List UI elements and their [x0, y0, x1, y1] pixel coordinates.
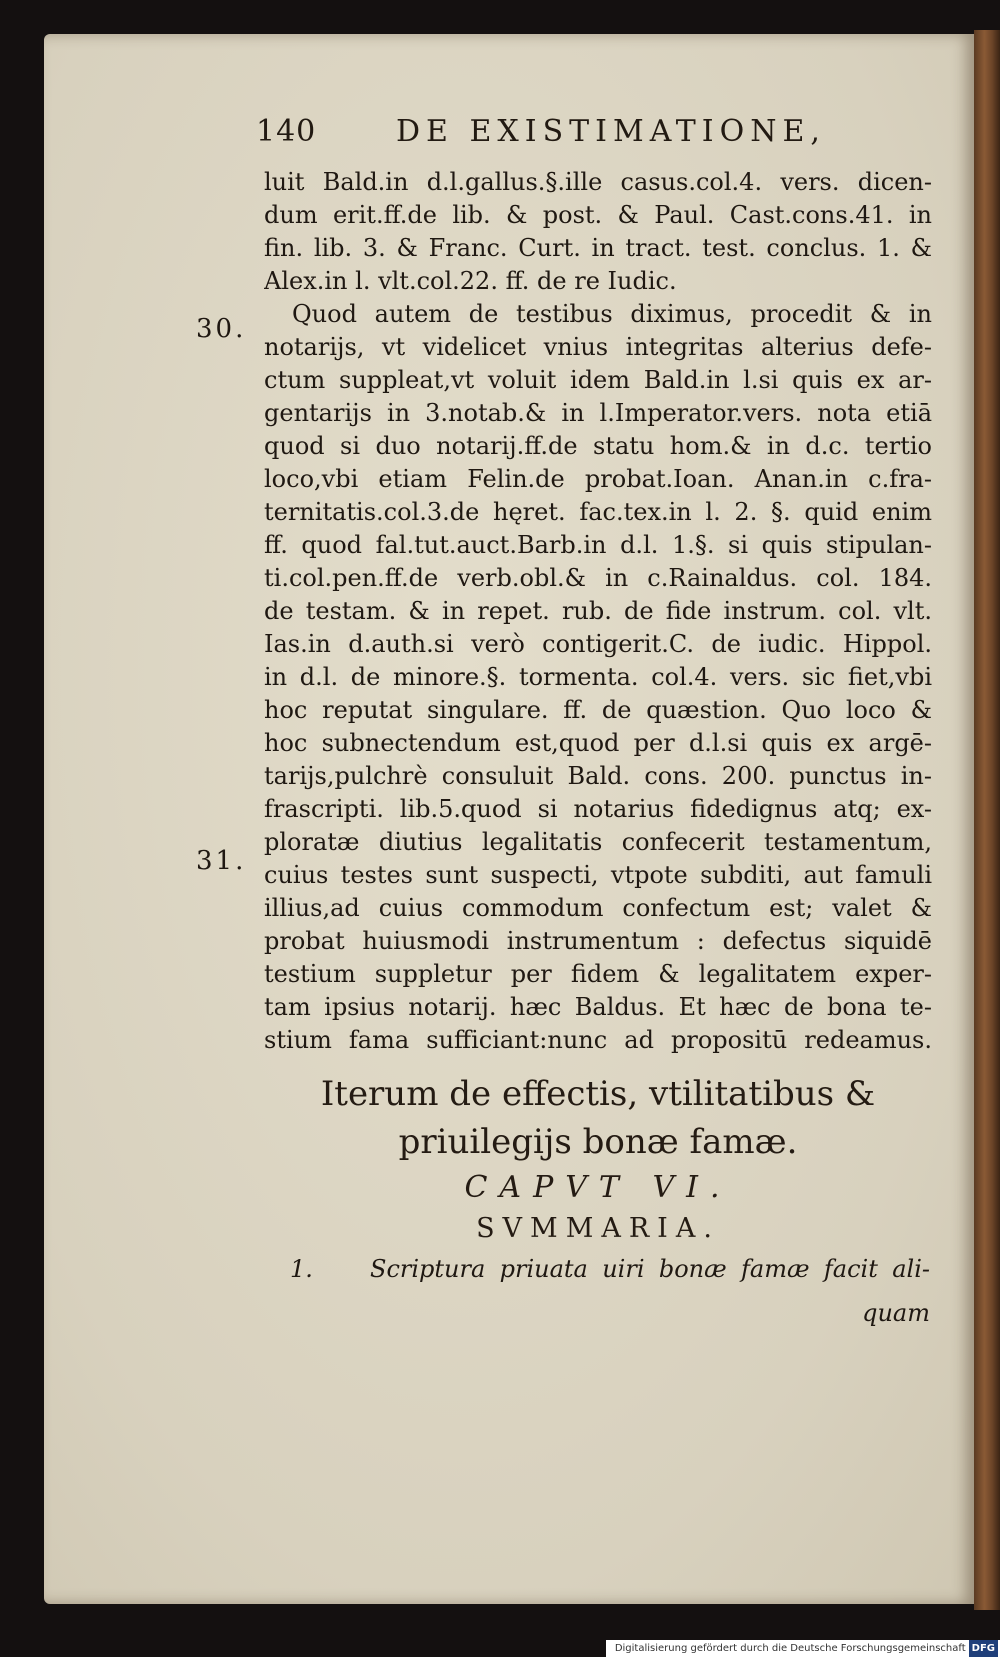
text-line: luit Bald.in d.l.gallus.§.ille casus.col.4. vers. dicen-: [264, 168, 932, 196]
text-line: de testam. & in repet. rub. de fide instrum. col. vlt.: [264, 597, 932, 625]
text-line: stium fama sufficiant:nunc ad propositū redeamus.: [264, 1026, 932, 1054]
text-line: quod si duo notarij.ff.de statu hom.& in d.c. tertio: [264, 432, 932, 460]
footer-credit: [606, 1640, 1000, 1657]
chapter-heading: [264, 1070, 932, 1166]
text-line: frascripti. lib.5.quod si notarius fidedignus atq; ex-: [264, 795, 932, 823]
dfg-logo-icon: DFG: [969, 1640, 998, 1657]
text-line: Quod autem de testibus diximus, procedit & in: [292, 300, 932, 328]
running-title: DE EXISTIMATIONE,: [396, 114, 826, 149]
chapter-heading-line: Iterum de effectis, vtilitatibus &: [320, 1074, 876, 1114]
text-line: fin. lib. 3. & Franc. Curt. in tract. test. conclus. 1. &: [264, 234, 932, 262]
chapter-heading-line: priuilegijs bonæ famæ.: [398, 1122, 798, 1162]
text-line: in d.l. de minore.§. tormenta. col.4. vers. sic fiet,vbi: [264, 663, 932, 691]
margin-number-31: 31.: [196, 846, 247, 876]
page-header: [256, 114, 856, 160]
text-line: loco,vbi etiam Felin.de probat.Ioan. Anan.in c.fra-: [264, 465, 932, 493]
chapter-number: CAPVT VI.: [464, 1170, 732, 1205]
text-line: notarijs, vt videlicet vnius integritas alterius defe-: [264, 333, 932, 361]
summaria-title: SVMMARIA.: [476, 1213, 720, 1244]
text-line: tarijs,pulchrè consuluit Bald. cons. 200. punctus in-: [264, 762, 932, 790]
text-line: probat huiusmodi instrumentum : defectus siquidē: [264, 927, 932, 955]
text-line: hoc reputat singulare. ff. de quæstion. Quo loco &: [264, 696, 932, 724]
text-line: cuius testes sunt suspecti, vtpote subditi, aut famuli: [264, 861, 932, 889]
text-line: testium suppletur per fidem & legalitatem exper-: [264, 960, 932, 988]
footer-credit-text: Digitalisierung gefördert durch die Deutsche Forschungsgemeinschaft: [614, 1643, 966, 1654]
summary-text: Scriptura priuata uiri bonæ famæ facit ali-: [370, 1255, 930, 1283]
text-line: ti.col.pen.ff.de verb.obl.& in c.Rainaldus. col. 184.: [264, 564, 932, 592]
text-line: illius,ad cuius commodum confectum est; valet &: [264, 894, 932, 922]
text-line: ternitatis.col.3.de hęret. fac.tex.in l. 2. §. quid enim: [264, 498, 932, 526]
page-number: 140: [256, 114, 317, 149]
summary-number: 1.: [290, 1255, 313, 1283]
text-line: gentarijs in 3.notab.& in l.Imperator.vers. nota etiā: [264, 399, 932, 427]
text-line: ctum suppleat,vt voluit idem Bald.in l.si quis ex ar-: [264, 366, 932, 394]
catchword: quam: [862, 1299, 930, 1327]
text-line: hoc subnectendum est,quod per d.l.si quis ex argē-: [264, 729, 932, 757]
text-line: Alex.in l. vlt.col.22. ff. de re Iudic.: [264, 267, 677, 295]
margin-number-30: 30.: [196, 314, 247, 344]
text-line: ploratæ diutius legalitatis confecerit testamentum,: [264, 828, 932, 856]
text-line: tam ipsius notarij. hæc Baldus. Et hæc de bona te-: [264, 993, 932, 1021]
text-line: dum erit.ff.de lib. & post. & Paul. Cast.cons.41. in: [264, 201, 932, 229]
text-line: Ias.in d.auth.si verò contigerit.C. de iudic. Hippol.: [264, 630, 932, 658]
book-spine: [974, 30, 1000, 1610]
body-text: [264, 166, 932, 1057]
text-line: ff. quod fal.tut.auct.Barb.in d.l. 1.§. si quis stipulan-: [264, 531, 932, 559]
